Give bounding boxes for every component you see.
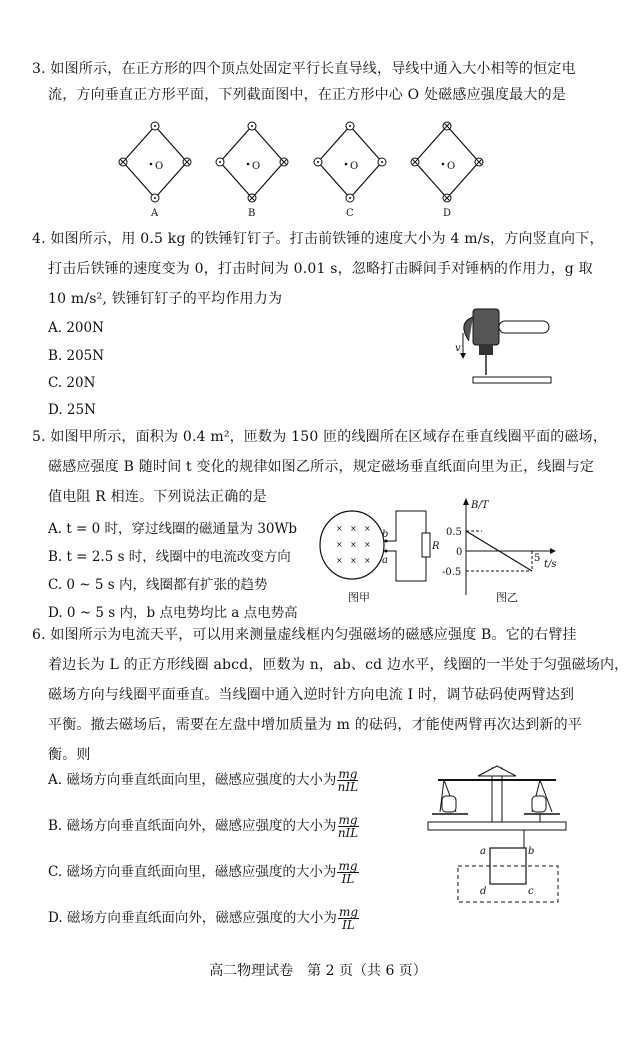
q6-option-b: B. 磁场方向垂直纸面向外，磁感应强度的大小为 $\frac{mg}{\text{nIL}}$ <box>48 813 359 840</box>
q4-line3: 10 m/s², 铁锤钉钉子的平均作用力为 <box>48 291 283 307</box>
q6-line4: 平衡。撤去磁场后，需要在左盘中增加质量为 m 的砝码，才能使两臂再次达到新的平 <box>48 717 582 733</box>
q3-diagram-c <box>310 118 390 228</box>
svg-text:×: × <box>336 556 343 565</box>
svg-text:O: O <box>447 161 456 172</box>
tick-minus-0-5: -0.5 <box>442 567 462 578</box>
option-d-label: D <box>443 208 452 219</box>
q5-option-a: A. t = 0 时，穿过线圈的磁通量为 30Wb <box>48 521 298 537</box>
corner-c-label: c <box>528 886 534 897</box>
velocity-label: v <box>455 343 461 354</box>
q3-line2: 流，方向垂直正方形平面，下列截面图中，在正方形中心 O 处磁感应强度最大的是 <box>48 87 566 103</box>
tick-5: 5 <box>534 553 541 564</box>
q3-line1: 3. 如图所示，在正方形的四个顶点处固定平行长直导线，导线中通入大小相等的恒定电 <box>32 61 576 77</box>
option-a-label: A <box>151 208 159 219</box>
tick-0-5: 0.5 <box>446 527 462 538</box>
current-balance-diagram <box>428 762 568 907</box>
q5-option-c: C. 0 ~ 5 s 内，线圈都有扩张的趋势 <box>48 577 268 593</box>
figure-a-caption: 图甲 <box>348 591 370 604</box>
corner-d-label: d <box>480 886 487 897</box>
q6-option-c: C. 磁场方向垂直纸面向里，磁感应强度的大小为 $\frac{mg}{IL}$ <box>48 859 358 886</box>
svg-text:×: × <box>364 524 371 533</box>
svg-text:×: × <box>350 540 357 549</box>
q4-option-a: A. 200N <box>48 320 104 336</box>
q6-option-a: A. 磁场方向垂直纸面向里，磁感应强度的大小为 $\frac{mg}{\text{nIL}}$ <box>48 767 359 794</box>
q5-line1: 5. 如图甲所示，面积为 0.4 m²，匝数为 150 匝的线圈所在区域存在垂直线圈平面的磁场， <box>32 429 608 445</box>
axis-y-label: B/T <box>471 500 489 511</box>
q5-figure-b-chart <box>442 495 562 610</box>
q6-option-d: D. 磁场方向垂直纸面向外，磁感应强度的大小为 $\frac{mg}{IL}$ <box>48 905 358 932</box>
wire-cross-right <box>183 158 191 166</box>
q6-line3: 磁场方向与线圈平面垂直。当线圈中通入逆时针方向电流 I 时，调节砝码使两臂达到 <box>48 687 575 703</box>
hammer-diagram <box>455 305 555 390</box>
q4-option-c: C. 20N <box>48 375 96 391</box>
q4-line2: 打击后铁锤的速度变为 0，打击时间为 0.01 s，忽略打击瞬间手对锤柄的作用力，g 取 <box>48 261 593 277</box>
q6-line5: 衡。则 <box>48 747 91 763</box>
tick-0: 0 <box>456 547 463 558</box>
q6-line2: 着边长为 L 的正方形线圈 abcd，匝数为 n，ab、cd 边水平，线圈的一半处于匀强磁场内， <box>48 657 629 673</box>
figure-b-caption: 图乙 <box>496 591 518 604</box>
q4-option-b: B. 205N <box>48 348 105 364</box>
q5-option-d: D. 0 ~ 5 s 内，b 点电势均比 a 点电势高 <box>48 605 298 621</box>
axis-x-label: t/s <box>544 559 557 570</box>
q6-line1: 6. 如图所示为电流天平，可以用来测量虚线框内匀强磁场的磁感应强度 B。它的右臂挂 <box>32 627 577 643</box>
q5-figure-a <box>318 505 443 610</box>
q3-diagram-a <box>115 118 195 228</box>
svg-text:×: × <box>364 556 371 565</box>
center-o-label: O <box>155 161 164 172</box>
q5-line3: 值电阻 R 相连。下列说法正确的是 <box>48 489 267 505</box>
resistor-label: R <box>432 541 440 552</box>
q3-diagram-b <box>212 118 292 228</box>
option-b-label: B <box>248 208 256 219</box>
svg-text:O: O <box>350 161 359 172</box>
svg-text:×: × <box>350 524 357 533</box>
svg-text:O: O <box>252 161 261 172</box>
svg-text:×: × <box>336 540 343 549</box>
page-footer: 高二物理试卷 第 2 页（共 6 页） <box>209 963 427 979</box>
q3-diagram-d <box>407 118 487 228</box>
corner-b-label: b <box>528 846 535 857</box>
svg-text:×: × <box>364 540 371 549</box>
q4-option-d: D. 25N <box>48 402 96 418</box>
terminal-a-label: a <box>382 555 388 566</box>
wire-cross-left <box>119 158 127 166</box>
option-c-label: C <box>346 208 354 219</box>
corner-a-label: a <box>480 846 486 857</box>
svg-text:×: × <box>350 556 357 565</box>
q5-line2: 磁感应强度 B 随时间 t 变化的规律如图乙所示，规定磁场垂直纸面向里为正，线圈与定 <box>48 459 595 475</box>
svg-text:×: × <box>336 524 343 533</box>
q5-option-b: B. t = 2.5 s 时，线圈中的电流改变方向 <box>48 549 291 565</box>
q4-line1: 4. 如图所示，用 0.5 kg 的铁锤钉钉子。打击前铁锤的速度大小为 4 m/s，方向竖直向下， <box>32 231 604 247</box>
terminal-b-label: b <box>382 529 389 540</box>
wire-dot-top <box>151 122 159 130</box>
wire-dot-bottom <box>151 194 159 202</box>
